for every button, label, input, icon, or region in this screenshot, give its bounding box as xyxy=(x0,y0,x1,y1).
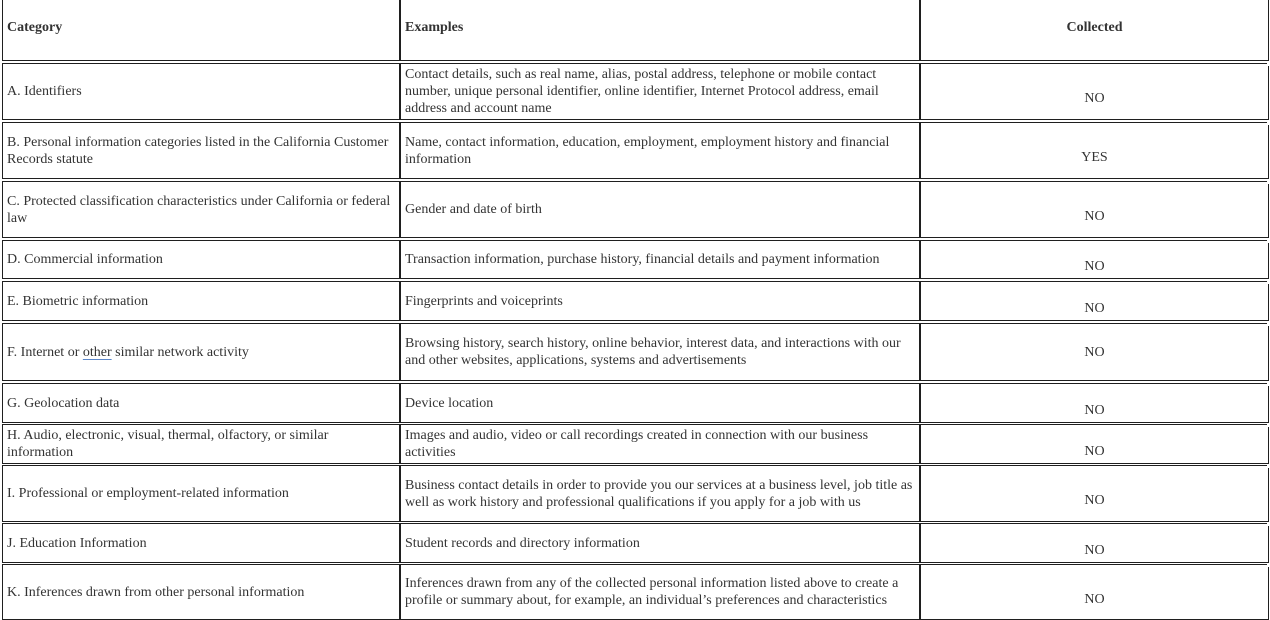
row-c-collected: NO xyxy=(920,181,1269,238)
row-b-examples: Name, contact information, education, employment, employment history and financial information xyxy=(400,122,920,179)
row-k-category: K. Inferences drawn from other personal information xyxy=(2,564,400,620)
row-j-collected: NO xyxy=(920,523,1269,563)
row-g-examples: Device location xyxy=(400,383,920,423)
row-b-collected: YES xyxy=(920,122,1269,179)
row-f-category-prefix: F. Internet or xyxy=(7,344,83,360)
row-j-category: J. Education Information xyxy=(2,523,400,563)
header-collected: Collected xyxy=(920,0,1269,61)
row-c-category: C. Protected classification characteristics under California or federal law xyxy=(2,181,400,238)
row-f-category-suffix: similar network activity xyxy=(111,344,249,360)
row-g-category: G. Geolocation data xyxy=(2,383,400,423)
row-f-examples: Browsing history, search history, online behavior, interest data, and interactions with our and other websites, applications, systems and advertisements xyxy=(400,323,920,381)
row-h-examples: Images and audio, video or call recordings created in connection with our business activities xyxy=(400,424,920,464)
row-i-category: I. Professional or employment-related information xyxy=(2,465,400,522)
row-d-collected: NO xyxy=(920,240,1269,279)
header-category: Category xyxy=(2,0,400,61)
row-j-examples: Student records and directory information xyxy=(400,523,920,563)
row-e-collected: NO xyxy=(920,281,1269,321)
row-d-examples: Transaction information, purchase history, financial details and payment information xyxy=(400,240,920,279)
row-f-collected: NO xyxy=(920,323,1269,381)
header-examples: Examples xyxy=(400,0,920,61)
row-h-category: H. Audio, electronic, visual, thermal, olfactory, or similar information xyxy=(2,424,400,464)
row-a-examples: Contact details, such as real name, alias, postal address, telephone or mobile contact number, unique personal identifier, online identifier, Internet Protocol address, email address and account name xyxy=(400,63,920,120)
row-b-category: B. Personal information categories listed in the California Customer Records statute xyxy=(2,122,400,179)
row-e-examples: Fingerprints and voiceprints xyxy=(400,281,920,321)
row-k-collected: NO xyxy=(920,564,1269,620)
row-c-examples: Gender and date of birth xyxy=(400,181,920,238)
row-d-category: D. Commercial information xyxy=(2,240,400,279)
row-k-examples: Inferences drawn from any of the collected personal information listed above to create a profile or summary about, for example, an individual’s preferences and characteristics xyxy=(400,564,920,620)
row-f-category xyxy=(2,323,400,381)
row-h-collected: NO xyxy=(920,424,1269,464)
row-a-category: A. Identifiers xyxy=(2,63,400,120)
row-i-collected: NO xyxy=(920,465,1269,522)
row-e-category: E. Biometric information xyxy=(2,281,400,321)
row-a-collected: NO xyxy=(920,63,1269,120)
row-g-collected: NO xyxy=(920,383,1269,423)
row-f-category-link[interactable]: other xyxy=(82,344,112,360)
row-i-examples: Business contact details in order to provide you our services at a business level, job title as well as work history and professional qualifications if you apply for a job with us xyxy=(400,465,920,522)
